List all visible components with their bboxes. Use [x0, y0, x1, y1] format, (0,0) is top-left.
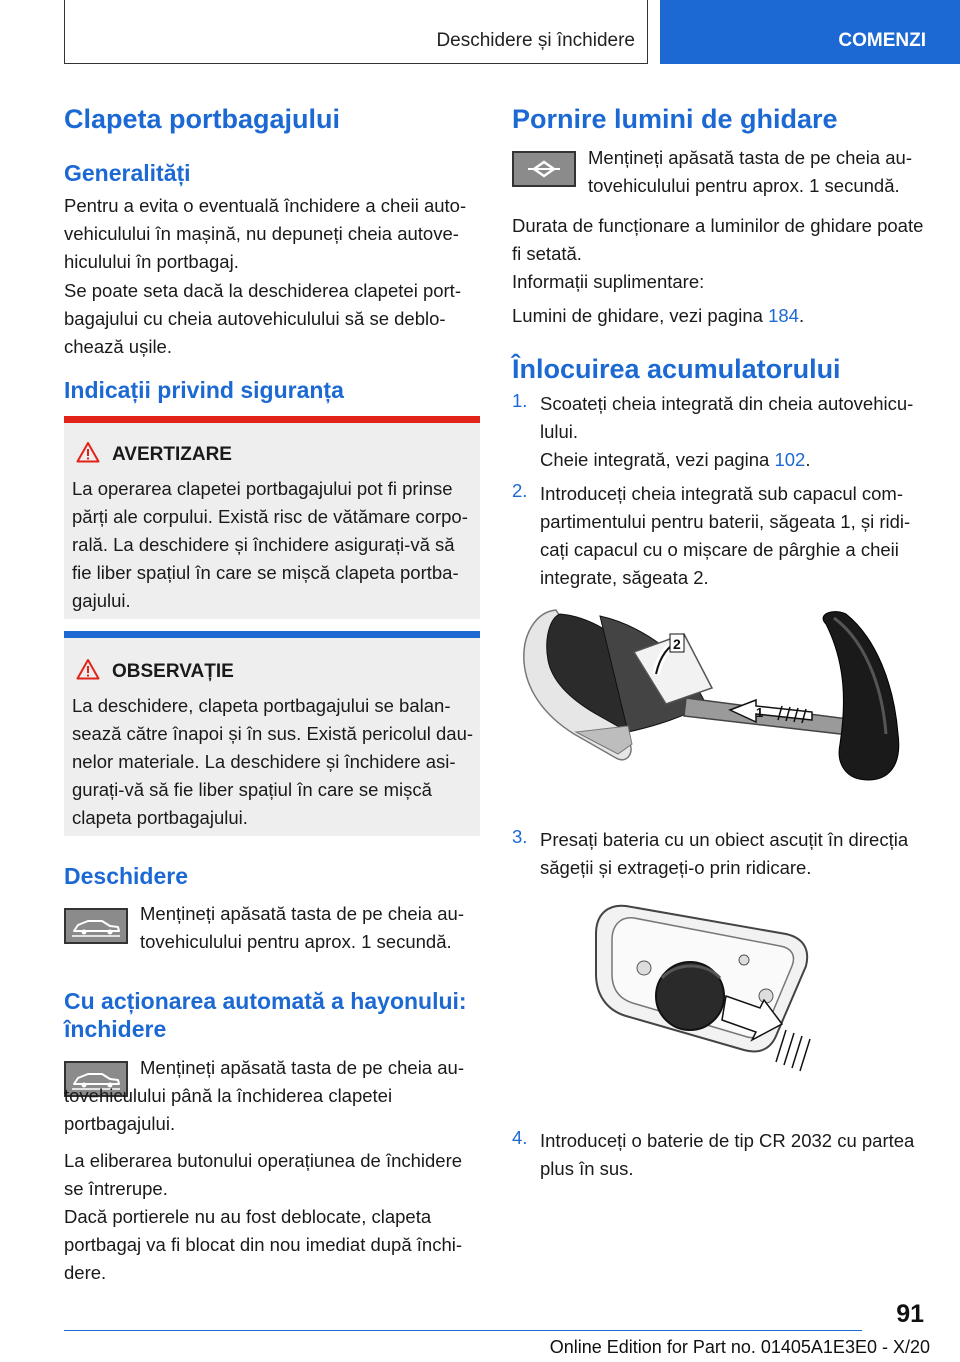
notice-label: OBSERVAȚIE	[112, 661, 234, 682]
guide-lights-paragraph-2: Durata de funcționare a luminilor de ghidare poate fi setată.	[512, 215, 924, 264]
header-section-box	[64, 0, 648, 64]
warning-box	[64, 416, 480, 619]
auto-close-paragraph-3: Dacă portierele nu au fost deblocate, clapeta portbagaj va fi blocat din nou imediat după închidere.	[64, 1206, 463, 1283]
header-chapter-tab[interactable]: COMENZI	[660, 0, 960, 64]
guide-lights-reference	[512, 302, 930, 330]
step-3-number: 3.	[512, 826, 528, 847]
step-2-number: 2.	[512, 480, 528, 501]
guide-lights-paragraph-3: Informații suplimentare:	[512, 271, 705, 292]
integrated-key-illustration	[516, 604, 930, 786]
step-1-reference	[540, 446, 932, 474]
battery-title: Înlocuirea acumulatorului	[512, 354, 841, 384]
step-4-text: Introduceți o baterie de tip CR 2032 cu partea plus în sus.	[540, 1130, 915, 1179]
guide-lights-title: Pornire lumini de ghidare	[512, 104, 838, 134]
step-1-number: 1.	[512, 390, 528, 411]
warning-text: La operarea clapetei portbagajului pot fi prinse părți ale corpului. Există risc de vătămare corporală. La deschidere și închidere asigurați-vă să fie liber spațiul în care se mișcă clapeta portbagajului.	[72, 478, 468, 611]
step-1-ref-text: Cheie integrată, vezi pagina	[540, 449, 775, 470]
opening-heading: Deschidere	[64, 863, 189, 889]
guide-lights-page-link[interactable]: 184	[768, 305, 799, 326]
warning-bar	[64, 416, 480, 423]
auto-close-heading-line1: Cu acționarea automată a hayonului:	[64, 988, 467, 1014]
step-4-number: 4.	[512, 1127, 528, 1148]
notice-triangle-icon	[76, 658, 100, 680]
header-section-title: Deschidere și închidere	[436, 30, 635, 51]
auto-close-heading-line2: închidere	[64, 1016, 167, 1042]
guide-lights-key-icon	[512, 151, 576, 187]
opening-text: Mențineți apăsată tasta de pe cheia autovehiculului pentru aprox. 1 secundă.	[140, 903, 464, 952]
arrow-1-label: 1	[756, 705, 764, 720]
auto-close-paragraph-2: La eliberarea butonului operațiunea de închidere se întrerupe.	[64, 1150, 463, 1199]
trunk-lid-title: Clapeta portbagajului	[64, 104, 341, 134]
step-1-ref-suffix: .	[805, 449, 811, 470]
guide-lights-text: Mențineți apăsată tasta de pe cheia autovehiculului pentru aprox. 1 secundă.	[588, 147, 912, 196]
notice-text: La deschidere, clapeta portbagajului se balansează către înapoi și în sus. Există pericolul daunelor materiale. La deschidere și închidere asigurați-vă să fie liber spațiul în care se mișcă clapeta portbagajului.	[72, 695, 474, 828]
guide-lights-ref-text: Lumini de ghidare, vezi pagina	[512, 305, 769, 326]
notice-bar	[64, 631, 480, 638]
guide-lights-ref-suffix: .	[798, 305, 805, 326]
footer-edition: Online Edition for Part no. 01405A1E3E0 - X/20	[549, 1337, 930, 1357]
page-number: 91	[896, 1300, 924, 1328]
notice-box	[64, 631, 480, 836]
step-2-text: Introduceți cheia integrată sub capacul compartimentului pentru baterii, săgeata 1, și ridicați capacul cu o mișcare de pârghie a cheii integrate, săgeata 2.	[540, 483, 911, 588]
auto-close-text: Mențineți apăsată tasta de pe cheia autovehiculului până la închiderea clapetei portbagajului.	[64, 1057, 464, 1134]
step-3-text: Presați bateria cu un obiect ascuțit în direcția săgeții și extrageți-o prin ridicare.	[540, 829, 909, 878]
general-paragraph-1: Pentru a evita o eventuală închidere a cheii autovehiculului în mașină, nu depuneți cheia autovehiculului în portbagaj.	[64, 195, 467, 272]
general-heading: Generalități	[64, 160, 191, 186]
battery-compartment-illustration	[586, 904, 832, 1104]
warning-label: AVERTIZARE	[112, 444, 232, 465]
step-1-text: Scoateți cheia integrată din cheia autovehiculului.	[540, 393, 914, 442]
footer-rule	[64, 1330, 862, 1331]
step-1-page-link[interactable]: 102	[774, 449, 806, 470]
warning-triangle-icon	[76, 441, 100, 463]
arrow-2-label: 2	[673, 636, 681, 652]
safety-heading: Indicații privind siguranța	[64, 377, 344, 403]
trunk-key-button-icon	[64, 908, 128, 944]
general-paragraph-2: Se poate seta dacă la deschiderea clapetei portbagajului cu cheia autovehiculului să se deblochează ușile.	[64, 280, 461, 357]
